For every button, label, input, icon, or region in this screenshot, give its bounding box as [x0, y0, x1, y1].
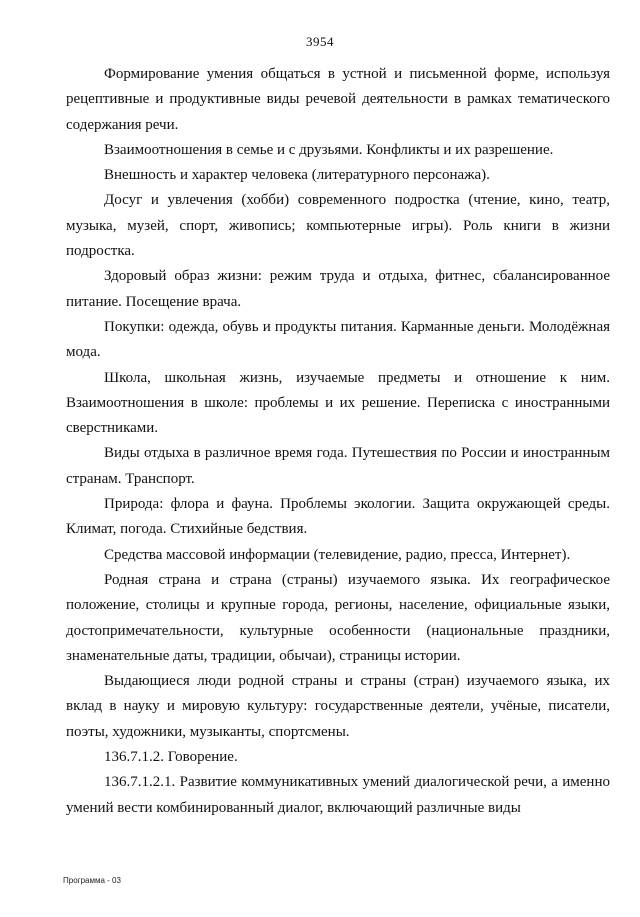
paragraph: Средства массовой информации (телевидение, радио, пресса, Интернет). — [104, 546, 571, 563]
footer-label: Программа - 03 — [63, 876, 121, 885]
paragraph: Покупки: одежда, обувь и продукты питания. Карманные деньги. Молодёжная мода. — [66, 318, 610, 361]
body-text — [66, 62, 610, 821]
paragraph: Здоровый образ жизни: режим труда и отдыха, фитнес, сбалансированное питание. Посещение врача. — [66, 268, 610, 310]
section-heading: 136.7.1.2. Говорение. — [104, 749, 238, 766]
paragraph: Внешность и характер человека (литературного персонажа). — [104, 167, 490, 184]
paragraph: Природа: флора и фауна. Проблемы экологии. Защита окружающей среды. Климат, погода. Стихийные бедствия. — [66, 496, 610, 538]
paragraph: Родная страна и страна (страны) изучаемого языка. Их географическое положение, столицы и крупные города, регионы, население, официальные языки, достопримечательности, культурные особенности (национальные праздники, знаменательные даты, традиции, обычаи), страницы истории. — [66, 571, 610, 664]
paragraph: 136.7.1.2.1. Развитие коммуникативных умений диалогической речи, а именно умений вести комбинированный диалог, включающий различные виды — [66, 774, 610, 816]
paragraph: Виды отдыха в различное время года. Путешествия по России и иностранным странам. Транспорт. — [66, 445, 610, 487]
paragraph: Взаимоотношения в семье и с друзьями. Конфликты и их разрешение. — [104, 141, 554, 158]
paragraph: Досуг и увлечения (хобби) современного подростка (чтение, кино, театр, музыка, музей, спорт, живопись; компьютерные игры). Роль книги в жизни подростка. — [66, 192, 610, 260]
page-number: 3954 — [306, 34, 334, 49]
paragraph: Школа, школьная жизнь, изучаемые предметы и отношение к ним. Взаимоотношения в школе: проблемы и их решение. Переписка с иностранными сверстниками. — [66, 369, 610, 437]
paragraph: Формирование умения общаться в устной и письменной форме, используя рецептивные и продуктивные виды речевой деятельности в рамках тематического содержания речи. — [66, 66, 610, 133]
paragraph: Выдающиеся люди родной страны и страны (стран) изучаемого языка, их вклад в науку и мировую культуру: государственные деятели, учёные, писатели, поэты, художники, музыканты, спортсмены. — [66, 673, 610, 740]
